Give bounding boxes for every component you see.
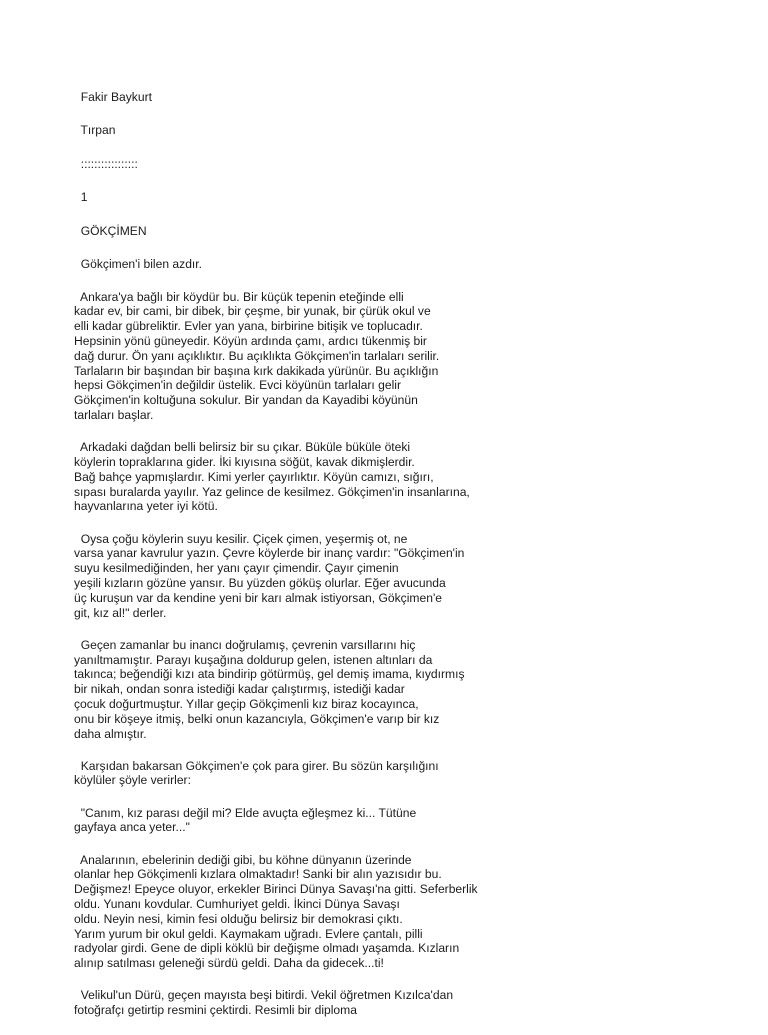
text-line: Gökçimen'in koltuğuna sokulur. Bir yandan da Kayadibi köyünün [74, 393, 418, 408]
text-line: kadar ev, bir cami, bir dibek, bir çeşme, bir yunak, bir çürük okul ve [74, 304, 431, 319]
text-line: daha almıştır. [74, 726, 147, 741]
text-line: git, kız al!" derler. [74, 605, 167, 620]
text-line: suyu kesilmediğinden, her yanı çayır çimendir. Çayır çimenin [74, 561, 399, 576]
text-line: üç kuruşun var da kendine yeni bir karı almak istiyorsan, Gökçimen'e [74, 590, 442, 605]
body-paragraph [74, 806, 534, 836]
text-line: fotoğrafçı getirtip resmini çektirdi. Resimli bir diploma [74, 1003, 357, 1018]
text-line: çocuk doğurtmuştur. Yıllar geçip Gökçimenli kız biraz kocayınca, [74, 696, 419, 711]
text-line: Gökçimen'i bilen azdır. [74, 257, 203, 272]
body-paragraph [74, 532, 534, 621]
document-page [74, 90, 534, 1035]
text-line: köylerin topraklarına gider. İki kıyısına söğüt, kavak dikmişlerdir. [74, 454, 415, 469]
body-paragraph [74, 290, 534, 423]
text-line: Velikul'un Dürü, geçen mayısta beşi bitirdi. Vekil öğretmen Kızılca'dan [74, 988, 454, 1003]
author-name: Fakir Baykurt [74, 90, 152, 104]
text-line: "Canım, kız parası değil mi? Elde avuçta eğleşmez ki... Tütüne [74, 805, 417, 820]
body-paragraph [74, 759, 534, 789]
body-paragraph [74, 853, 534, 971]
text-line: radyolar girdi. Gene de dipli köklü bir değişme olmadı yaşamda. Kızların [74, 941, 460, 956]
text-line: Hepsinin yönü güneyedir. Köyün ardında çamı, ardıcı tükenmiş bir [74, 334, 427, 348]
text-line: hayvanlarına yeter iyi kötü. [74, 499, 218, 514]
separator-line: ::::::::::::::::: [74, 156, 138, 171]
text-line: Arkadaki dağdan belli belirsiz bir su çıkar. Büküle büküle öteki [74, 440, 411, 455]
text-line: bir nikah, ondan sonra istediği kadar çalıştırmış, istediği kadar [74, 682, 405, 697]
body-paragraph [74, 638, 534, 742]
text-line: tarlaları başlar. [74, 407, 154, 422]
text-line: hepsi Gökçimen'in değildir üstelik. Evci köyünün tarlaları gelir [74, 378, 401, 393]
text-line: gayfaya anca yeter..." [74, 820, 190, 835]
text-line: oldu. Neyin nesi, kimin fesi olduğu belirsiz bir demokrasi çıktı. [74, 911, 403, 926]
text-line: olanlar hep Gökçimenli kızlara olmaktadır! Sanki bir alın yazısıdır bu. [74, 867, 442, 882]
text-line: Karşıdan bakarsan Gökçimen'e çok para girer. Bu sözün karşılığını [74, 758, 439, 773]
text-line: Geçen zamanlar bu inancı doğrulamış, çevrenin varsıllarını hiç [74, 637, 416, 652]
text-line: yanıltmamıştır. Parayı kuşağına doldurup gelen, istenen altınları da [74, 652, 433, 667]
text-line: onu bir köşeye itmiş, belki onun kazancıyla, Gökçimen'e varıp bir kız [74, 711, 440, 726]
text-line: Analarının, ebelerinin dediği gibi, bu köhne dünyanın üzerinde [74, 852, 412, 867]
text-line: elli kadar gübreliktir. Evler yan yana, birbirine bitişik ve toplucadır. [74, 319, 423, 334]
body-text [74, 257, 534, 1018]
text-line: Değişmez! Epeyce oluyor, erkekler Birinci Dünya Savaşı'na gitti. Seferberlik [74, 882, 478, 897]
book-title: Tırpan [74, 123, 116, 138]
text-line: Oysa çoğu köylerin suyu kesilir. Çiçek çimen, yeşermiş ot, ne [74, 531, 408, 546]
body-paragraph [74, 988, 534, 1018]
body-paragraph [74, 440, 534, 514]
body-paragraph [74, 257, 534, 272]
text-line: Yarım yurum bir okul geldi. Kaymakam uğradı. Evlere çantalı, pilli [74, 926, 423, 941]
text-line: sıpası buralarda yayılır. Yaz gelince de kesilmez. Gökçimen'in insanlarına, [74, 484, 470, 499]
text-line: takınca; beğendiği kızı ata bindirip götürmüş, gel demiş imama, kıydırmış [74, 667, 465, 682]
text-line: oldu. Yunanı kovdular. Cumhuriyet geldi. İkinci Dünya Savaşı [74, 897, 400, 912]
chapter-title: GÖKÇİMEN [74, 223, 147, 238]
text-line: Tarlaların bir başından bir başına kırk dakikada yürünür. Bu açıklığın [74, 363, 439, 378]
text-line: dağ durur. Ön yanı açıklıktır. Bu açıklıkta Gökçimen'in tarlaları serilir. [74, 348, 440, 363]
text-line: köylüler şöyle verirler: [74, 773, 191, 788]
chapter-number: 1 [74, 190, 88, 205]
text-line: alınıp satılması geleneği sürdü geldi. Daha da gidecek...ti! [74, 956, 384, 971]
text-line: varsa yanar kavrulur yazın. Çevre köylerde bir inanç vardır: "Gökçimen'in [74, 546, 465, 561]
text-line: yeşili kızların gözüne yansır. Bu yüzden göküş olurlar. Eğer avucunda [74, 575, 446, 590]
text-line: Ankara'ya bağlı bir köydür bu. Bir küçük tepenin eteğinde elli [74, 289, 404, 304]
text-line: Bağ bahçe yapmışlardır. Kimi yerler çayırlıktır. Köyün camızı, sığırı, [74, 469, 434, 484]
